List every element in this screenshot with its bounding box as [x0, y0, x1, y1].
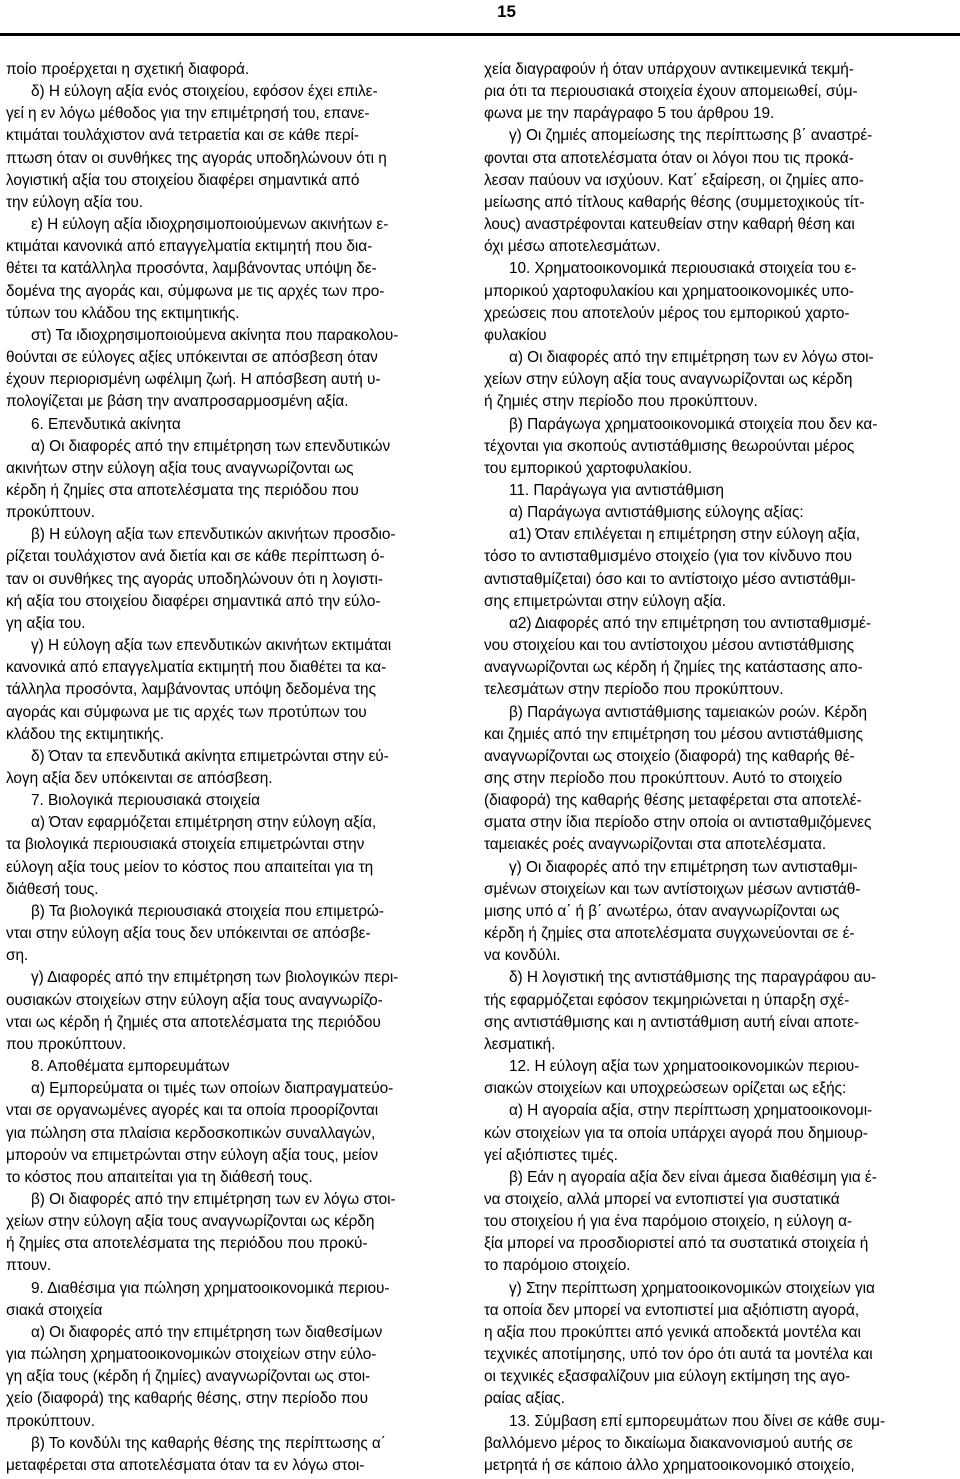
right-column — [484, 59, 952, 1477]
section-heading: 12. Η εύλογη αξία των χρηματοοικονομικών περιου- σιακών στοιχείων και υποχρεώσεων ορίζεται ως εξής: — [484, 1058, 860, 1098]
paragraph: γ) Διαφορές από την επιμέτρηση των βιολογικών περι- ουσιακών στοιχείων στην εύλογη αξία τους αναγνωρίζο- νται ως κέρδη ή ζημιές στα αποτελέσματα της περιόδου που προκύπτουν. — [6, 969, 399, 1053]
paragraph: δ) Η λογιστική της αντιστάθμισης της παραγράφου αυ- τής εφαρμόζεται εφόσον τεκμηριώνεται η ύπαρξη σχέ- σης αντιστάθμισης και η αντιστάθμιση αυτή είναι αποτε- λεσματική. — [484, 969, 877, 1053]
paragraph: χεία διαγραφούν ή όταν υπάρχουν αντικειμενικά τεκμή- ρια ότι τα περιουσιακά στοιχεία έχουν απομειωθεί, σύμ- φωνα με την παράγραφο 5 του άρθρου 19. — [484, 61, 858, 123]
paragraph: α1) Όταν επιλέγεται η επιμέτρηση στην εύλογη αξία, τόσο το αντισταθμισμένο στοιχείο (για τον κίνδυνο που αντισταθμίζεται) όσο και το αντίστοιχο μέσο αντιστάθμι- σης επιμετρώνται στην εύλογη αξία. — [484, 526, 860, 610]
paragraph: ε) Η εύλογη αξία ιδιοχρησιμοποιούμενων ακινήτων ε- κτιμάται κανονικά από επαγγελματία εκτιμητή που δια- θέτει τα κατάλληλα προσόντα, λαμβάνοντας υπόψη δε- δομένα της αγοράς και, σύμφωνα με τις αρχές των προ- τύπων του κλάδου της εκτιμητικής. — [6, 216, 389, 322]
paragraph: δ) Όταν τα επενδυτικά ακίνητα επιμετρώνται στην εύ- λογη αξία δεν υπόκεινται σε απόσβεση. — [6, 747, 389, 787]
paragraph: στ) Τα ιδιοχρησιμοποιούμενα ακίνητα που παρακολου- θούνται σε εύλογες αξίες υπόκεινται σε απόσβεση όταν έχουν περιορισμένη ωφέλιμη ζωή. Η απόσβεση αυτή υ- πολογίζεται με βάση την αναπροσαρμοσμένη αξία. — [6, 326, 399, 411]
paragraph: α) Οι διαφορές από την επιμέτρηση των επενδυτικών ακινήτων στην εύλογη αξία τους αναγνωρίζονται ως κέρδη ή ζημίες στα αποτελέσματα της περιόδου που προκύπτουν. — [6, 437, 391, 522]
paragraph: 13. Σύμβαση επί εμπορευμάτων που δίνει σε κάθε συμ- βαλλόμενο μέρος το δικαίωμα διακανονισμού αυτής σε μετρητά ή σε κάποιο άλλο χρηματοοικονομικό στοιχείο, — [484, 1412, 886, 1474]
section-heading: 6. Επενδυτικά ακίνητα — [31, 415, 181, 433]
paragraph: β) Παράγωγα χρηματοοικονομικά στοιχεία που δεν κα- τέχονται για σκοπούς αντιστάθμισης θεωρούνται μέρος του εμπορικού χαρτοφυλακίου. — [484, 415, 878, 477]
header-rule — [0, 33, 960, 36]
paragraph: α) Η αγοραία αξία, στην περίπτωση χρηματοοικονομι- κών στοιχείων για τα οποία υπάρχει αγορά που δημιουρ- γεί αξιόπιστες τιμές. — [484, 1102, 873, 1164]
paragraph: ποίο προέρχεται η σχετική διαφορά. — [6, 61, 250, 78]
section-heading: 7. Βιολογικά περιουσιακά στοιχεία — [31, 792, 260, 810]
paragraph: γ) Οι διαφορές από την επιμέτρηση των αντισταθμι- σμένων στοιχείων και των αντίστοιχων μέσων αντιστάθ- μισης υπό α΄ ή β΄ ανωτέρω, όταν αναγνωρίζονται ως κέρδη ή ζημίες στα αποτελέσματα συγχωνεύονται σε έ- να κονδύλι. — [484, 858, 861, 965]
paragraph: β) Το κονδύλι της καθαρής θέσης της περίπτωσης α΄ μεταφέρεται στα αποτελέσματα όταν τα εν λόγω στοι- — [6, 1434, 386, 1474]
paragraph: β) Εάν η αγοραία αξία δεν είναι άμεσα διαθέσιμη για έ- να στοιχείο, αλλά μπορεί να εντοπιστεί για συστατικά του στοιχείου ή για ένα παρόμοιο στοιχείο, η εύλογη α- ξία μπορεί να προσδιοριστεί από τα συστατικά στοιχεία ή το παρόμοιο στοιχείο. — [484, 1168, 877, 1275]
paragraph: α) Οι διαφορές από την επιμέτρηση των διαθεσίμων για πώληση χρηματοοικονομικών στοιχείων στην εύλο- γη αξία τους (κέρδη ή ζημίες) αναγνωρίζονται ως στοι- χείο (διαφορά) της καθαρής θέσης, στην περίοδο που προκύπτουν. — [6, 1323, 383, 1430]
paragraph: γ) Στην περίπτωση χρηματοοικονομικών στοιχείων για τα οποία δεν μπορεί να εντοπιστεί μια αξιόπιστη αγορά, η αξία που προκύπτει από γενικά αποδεκτά μοντέλα και τεχνικές αποτίμησης, υπό τον όρο ότι αυτά τα μοντέλα και οι τεχνικές εξασφαλίζουν μια εύλογη εκτίμηση της αγο- ραίας αξίας. — [484, 1279, 875, 1408]
paragraph: γ) Οι ζημιές απομείωσης της περίπτωσης β΄ αναστρέ- φονται στα αποτελέσματα όταν οι λόγοι που τις προκά- λεσαν παύουν να ισχύουν. Κατ΄ εξαίρεση, οι ζημίες απο- μείωσης από τίτλους καθαρής θέσης (συμμετοχικούς τίτ- λους) αναστρέφονται κατευθείαν στην καθαρή θέση και όχι μέσω αποτελεσμάτων. — [484, 127, 873, 256]
paragraph: β) Τα βιολογικά περιουσιακά στοιχεία που επιμετρώ- νται στην εύλογη αξία τους δεν υπόκεινται σε απόσβε- ση. — [6, 902, 384, 965]
paragraph: α2) Διαφορές από την επιμέτρηση του αντισταθμισμέ- νου στοιχείου και του αντίστοιχου μέσου αντιστάθμισης αναγνωρίζονται ως κέρδη ή ζημίες της κατάστασης απο- τελεσμάτων στην περίοδο που προκύπτουν. — [484, 614, 871, 699]
section-heading: 10. Χρηματοοικονομικά περιουσιακά στοιχεία του ε- μπορικού χαρτοφυλακίου και χρηματοοικονομικές υπο- χρεώσεις που αποτελούν μέρος του εμπορικού χαρτο- φυλακίου — [484, 260, 857, 344]
paragraph: α) Όταν εφαρμόζεται επιμέτρηση στην εύλογη αξία, τα βιολογικά περιουσιακά στοιχεία επιμετρώνται στην εύλογη αξία τους μείον το κόστος που απαιτείται για τη διάθεσή τους. — [6, 814, 377, 898]
paragraph: α) Παράγωγα αντιστάθμισης εύλογης αξίας: — [509, 504, 804, 522]
paragraph: α) Εμπορεύματα οι τιμές των οποίων διαπραγματεύο- νται σε οργανωμένες αγορές και τα οποία προορίζονται για πώληση στα πλαίσια κερδοσκοπικών συναλλαγών, μπορούν να επιμετρώνται στην εύλογη αξία τους, μείον το κόστος που απαιτείται για τη διάθεσή τους. — [6, 1080, 394, 1186]
section-heading: 8. Αποθέματα εμπορευμάτων — [31, 1058, 230, 1076]
paragraph: α) Οι διαφορές από την επιμέτρηση των εν λόγω στοι- χείων στην εύλογη αξία τους αναγνωρίζονται ως κέρδη ή ζημιές στην περίοδο που προκύπτουν. — [484, 349, 874, 411]
left-column — [6, 59, 469, 1477]
paragraph: β) Η εύλογη αξία των επενδυτικών ακινήτων προσδιο- ρίζεται τουλάχιστον ανά διετία και σε κάθε περίπτωση ό- ταν οι συνθήκες της αγοράς υποδηλώνουν ότι η λογιστι- κή αξία του στοιχείου διαφέρει σημαντικά από την εύλο- γη αξία του. — [6, 526, 396, 632]
paragraph: β) Οι διαφορές από την επιμέτρηση των εν λόγω στοι- χείων στην εύλογη αξία τους αναγνωρίζονται ως κέρδη ή ζημίες στα αποτελέσματα της περιόδου που προκύ- πτουν. — [6, 1190, 396, 1275]
paragraph: β) Παράγωγα αντιστάθμισης ταμειακών ροών. Κέρδη και ζημιές από την επιμέτρηση του μέσου αντιστάθμισης αναγνωρίζονται ως στοιχείο (διαφορά) της καθαρής θέ- σης στην περίοδο που προκύπτουν. Αυτό το στοιχείο (διαφορά) της καθαρής θέσης μεταφέρεται στα αποτελέ- σματα στην ίδια περίοδο στην οποία οι αντισταθμιζόμενες ταμειακές ροές αναγνωρίζονται στα αποτελέσματα. — [484, 703, 872, 854]
page-number: 15 — [497, 2, 516, 21]
paragraph: δ) Η εύλογη αξία ενός στοιχείου, εφόσον έχει επιλε- γεί η εν λόγω μέθοδος για την επιμέτρησή του, επανε- κτιμάται τουλάχιστον ανά τετραετία και σε κάθε περί- πτωση όταν οι συνθήκες της αγοράς υποδηλώνουν ότι η λογιστική αξία του στοιχείου διαφέρει σημαντικά από την εύλογη αξία του. — [6, 83, 387, 211]
section-heading: 11. Παράγωγα για αντιστάθμιση — [509, 481, 724, 499]
paragraph: γ) Η εύλογη αξία των επενδυτικών ακινήτων εκτιμάται κανονικά από επαγγελματία εκτιμητή που διαθέτει τα κα- τάλληλα προσόντα, λαμβάνοντας υπόψη δεδομένα της αγοράς και σύμφωνα με τις αρχές των προτύπων του κλάδου της εκτιμητικής. — [6, 637, 392, 743]
section-heading: 9. Διαθέσιμα για πώληση χρηματοοικονομικά περιου- σιακά στοιχεία — [6, 1279, 390, 1319]
